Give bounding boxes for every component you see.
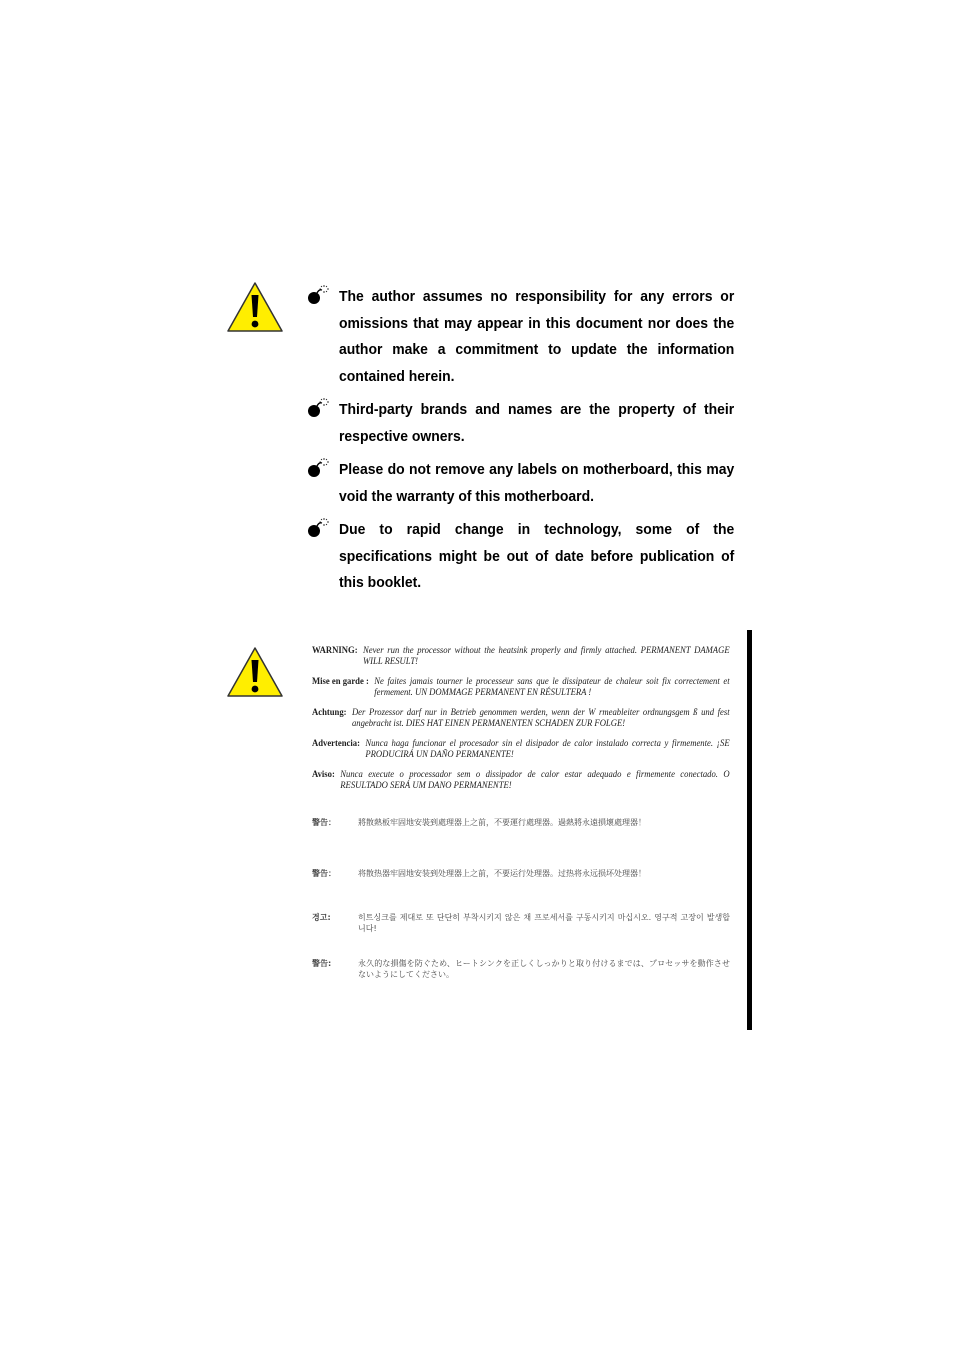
bomb-bullet-icon xyxy=(306,285,332,305)
warning-text: Ne faites jamais tourner le processeur sans que le dissipateur de chaleur soit fix correctement et fermement. UN DOMMAGE PERMANENT EN RÉSULTERA ! xyxy=(374,676,730,698)
notice-text: Please do not remove any labels on motherboard, this may void the warranty of this motherboard. xyxy=(339,461,735,505)
warning-text: 히트싱크를 제대로 또 단단히 부착시키지 않은 채 프로세서를 구동시키지 마십시오. 영구적 고장이 발생합니다! xyxy=(358,913,730,933)
warning-row-spanish xyxy=(312,739,730,760)
warning-label: 警告: xyxy=(312,959,332,968)
warning-label: 警告： xyxy=(312,869,336,878)
warning-label: Mise en garde : xyxy=(312,676,369,687)
notice-text: The author assumes no responsibility for any errors or omissions that may appear in this document nor does the author make a commitment to update the information contained herein. xyxy=(339,288,735,385)
notice-item xyxy=(306,457,734,510)
notice-item xyxy=(306,517,734,597)
warning-label: WARNING: xyxy=(312,645,358,656)
notice-text: Third-party brands and names are the property of their respective owners. xyxy=(339,401,735,445)
bomb-bullet-icon xyxy=(306,398,332,418)
warning-triangle-icon xyxy=(226,646,284,698)
warning-row-french xyxy=(312,677,730,698)
notice-item xyxy=(306,284,734,390)
warning-text: 永久的な損傷を防ぐため、ヒートシンクを正しくしっかりと取り付けるまでは、プロセッサを動作させないようにしてください。 xyxy=(358,959,730,979)
warning-label: Advertencia: xyxy=(312,738,360,749)
heatsink-warning-block xyxy=(312,646,730,990)
warning-row-english xyxy=(312,646,730,667)
warning-text: 将散热器牢固地安装到处理器上之前，不要运行处理器。过热将永远损坏处理器！ xyxy=(358,869,646,878)
bomb-bullet-icon xyxy=(306,458,332,478)
warning-text: Never run the processor without the heatsink properly and firmly attached. PERMANENT DAMAGE WILL RESULT! xyxy=(362,645,730,667)
warning-row-simplified-chinese xyxy=(312,868,730,879)
warning-triangle-icon xyxy=(226,281,284,333)
warning-row-portuguese xyxy=(312,770,730,791)
warning-text: 將散熱板牢固地安裝到處理器上之前，不要運行處理器。過熱將永遠損壞處理器！ xyxy=(358,818,646,827)
warning-text: Nunca execute o processador sem o dissipador de calor estar adequado e firmemente conectado. O RESULTADO SERÁ UM DANO PERMANENTE! xyxy=(340,769,730,791)
bomb-bullet-icon xyxy=(306,518,332,538)
notice-text: Due to rapid change in technology, some of the specifications might be out of date before publication of this booklet. xyxy=(339,521,735,591)
notice-list xyxy=(306,284,734,604)
notice-item xyxy=(306,397,734,450)
warning-label: 警告： xyxy=(312,818,336,827)
warning-row-korean xyxy=(312,912,730,934)
warning-row-japanese xyxy=(312,958,730,980)
warning-label: Achtung: xyxy=(312,707,347,718)
side-bar xyxy=(747,630,752,1030)
warning-label: 경고: xyxy=(312,913,331,922)
warning-text: Nunca haga funcionar el procesador sin el disipador de calor instalado correcta y firmemente. ¡SE PRODUCIRÁ UN DAÑO PERMANENTE! xyxy=(365,738,730,760)
warning-row-traditional-chinese xyxy=(312,817,730,828)
warning-row-german xyxy=(312,708,730,729)
warning-label: Aviso: xyxy=(312,769,335,780)
warning-text: Der Prozessor darf nur in Betrieb genommen werden, wenn der W rmeableiter ordnungsgem ß und fest angebracht ist. DIES HAT EINEN PERMANENTEN SCHADEN ZUR FOLGE! xyxy=(351,707,730,729)
